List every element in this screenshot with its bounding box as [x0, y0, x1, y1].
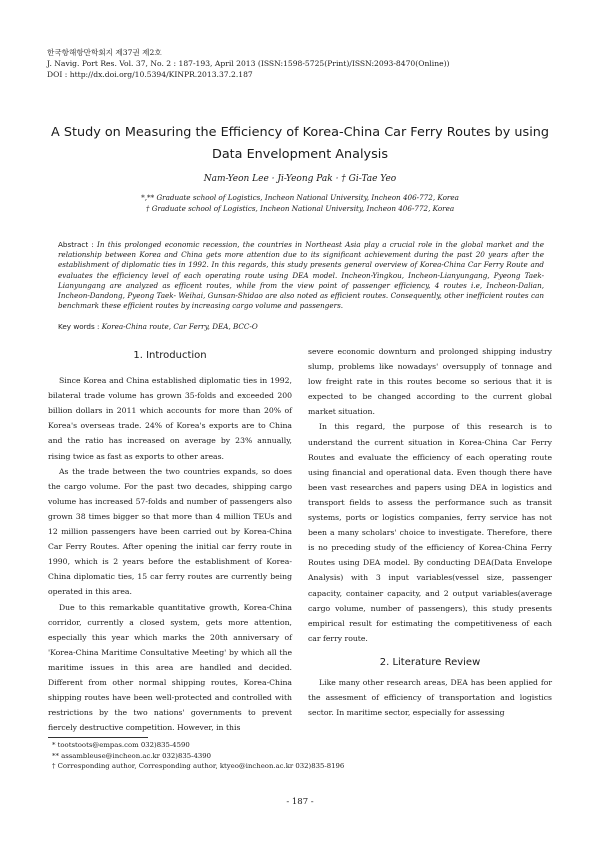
paper-title	[40, 122, 560, 166]
abstract	[58, 240, 544, 311]
right-column	[308, 344, 552, 720]
left-column	[48, 345, 292, 735]
intro-paragraph-2: As the trade between the two countries expands, so does the cargo volume. For the past two decades, shipping cargo volume has increased 57-folds and number of passengers also grown 38 times bigger so that more than 4 million TEUs and 12 million passengers have been carried out by Korea-China Car Ferry Routes. After opening the initial car ferry route in 1990, which is 2 years before the establishment of Korea-China diplomatic ties, 15 car ferry routes are currently being operated in this area.	[48, 466, 292, 597]
abstract-label: Abstract :	[58, 240, 98, 249]
page-number: - 187 -	[286, 797, 314, 807]
journal-citation: J. Navig. Port Res. Vol. 37, No. 2 : 187-193, April 2013 (ISSN:1598-5725(Print)/ISSN:2093-8470(Online))	[47, 59, 450, 68]
section-heading-introduction: 1. Introduction	[133, 350, 207, 361]
title-line-1: A Study on Measuring the Efficiency of Korea-China Car Ferry Routes by using	[51, 125, 549, 140]
doi-line: DOI : http://dx.doi.org/10.5394/KINPR.2013.37.2.187	[47, 70, 253, 79]
footnote-2: ** assambleuse@incheon.ac.kr 032)835-4390	[52, 751, 212, 760]
footnote-1: * tootstoots@empas.com 032)835-4590	[52, 741, 190, 749]
affiliation-1: *,** Graduate school of Logistics, Incheon National University, Incheon 406-772, Korea	[141, 193, 459, 202]
abstract-text: In this prolonged economic recession, the countries in Northeast Asia play a crucial role in the global market and the relationship between Korea and China gets more attention due to its significant achievement during the past 20 years after the establishment of diplomatic ties in 1992. In this regards, this study presents general overview of Korea-China Car Ferry Route and evaluates the efficiency level of each operating route using DEA model. Incheon-Yingkou, Incheon-Lianyungang, Pyeong Taek-Lianyungang are analyzed as efficent routes, while from the view point of passenger efficiency, 4 routes i.e, Incheon-Dalian, Incheon-Dandong, Pyeong Taek- Weihai, Gunsan-Shidao are also noted as efficient routes. Consequently, other inefficient routes can benchmark these efficient routes by increasing cargo volume and passengers.	[58, 240, 545, 311]
footnote-divider	[48, 737, 148, 738]
journal-header	[47, 47, 450, 80]
affiliation-2: † Graduate school of Logistics, Incheon National University, Incheon 406-772, Korea	[145, 203, 455, 213]
section-heading-literature-review: 2. Literature Review	[379, 656, 481, 668]
literature-paragraph-1: Like many other research areas, DEA has been applied for the assesment of efficiency of transportation and logistics sector. In maritime sector, especially for assessing	[308, 677, 552, 718]
keywords-text: Korea-China route, Car Ferry, DEA, BCC-O	[101, 322, 258, 331]
intro-paragraph-4: In this regard, the purpose of this research is to understand the current situation in Korea-China Car Ferry Routes and evaluate the efficiency of each operating route using financial and operational data. Even though there have been vast researches and papers using DEA in logistics and transport fields to assess the performance such as transit systems, ports or logistics companies, ferry service has not been a many scholars' choice to investigate. Therefore, there is no preceding study of the efficiency of Korea-China Ferry Routes using DEA model. By conducting DEA(Data Envelope Analysis) with 3 input variables(vessel size, passenger capacity, container capacity, and 2 output variables(average cargo volume, number of passengers), this study presents empirical result for estimating the competitiveness of each car ferry route.	[308, 422, 552, 643]
keywords-label: Key words :	[58, 322, 102, 331]
title-line-2: Data Envelopment Analysis	[211, 147, 389, 162]
author-list: Nam-Yeon Lee · Ji-Yeong Pak · † Gi-Tae Yeo	[203, 174, 397, 184]
journal-header-korean: 한국항해항만학회지 제37권 제2호	[47, 48, 162, 57]
intro-paragraph-3: Due to this remarkable quantitative growth, Korea-China corridor, currently a closed system, gets more attention, especially this year which marks the 20th anniversary of 'Korea-China Maritime Consultative Meeting' by which all the maritime issues in this area are handled and decided. Different from other normal shipping routes, Korea-China shipping routes have been well-protected and controlled with restrictions by the two nations' governments to prevent fiercely destructive competition. However, in this	[48, 602, 292, 733]
footnote-3: † Corresponding author, Corresponding author, ktyeo@incheon.ac.kr 032)835-8196	[52, 762, 345, 770]
keywords	[58, 322, 258, 331]
intro-paragraph-1: Since Korea and China established diplomatic ties in 1992, bilateral trade volume has grown 35-folds and exceeded 200 billion dollars in 2011 which accounts for more than 20% of Korea's overseas trade. 24% of Korea's exports are to China and the ratio has increased on average by 23% annually, rising twice as fast as exports to other areas.	[48, 376, 292, 461]
intro-continued-paragraph: severe economic downturn and prolonged shipping industry slump, problems like nowadays' oversupply of tonnage and low freight rate in this routes become so serious that it is expected to be changed according to the current global market situation.	[308, 347, 552, 417]
affiliations	[0, 193, 600, 214]
footnotes	[52, 740, 344, 772]
